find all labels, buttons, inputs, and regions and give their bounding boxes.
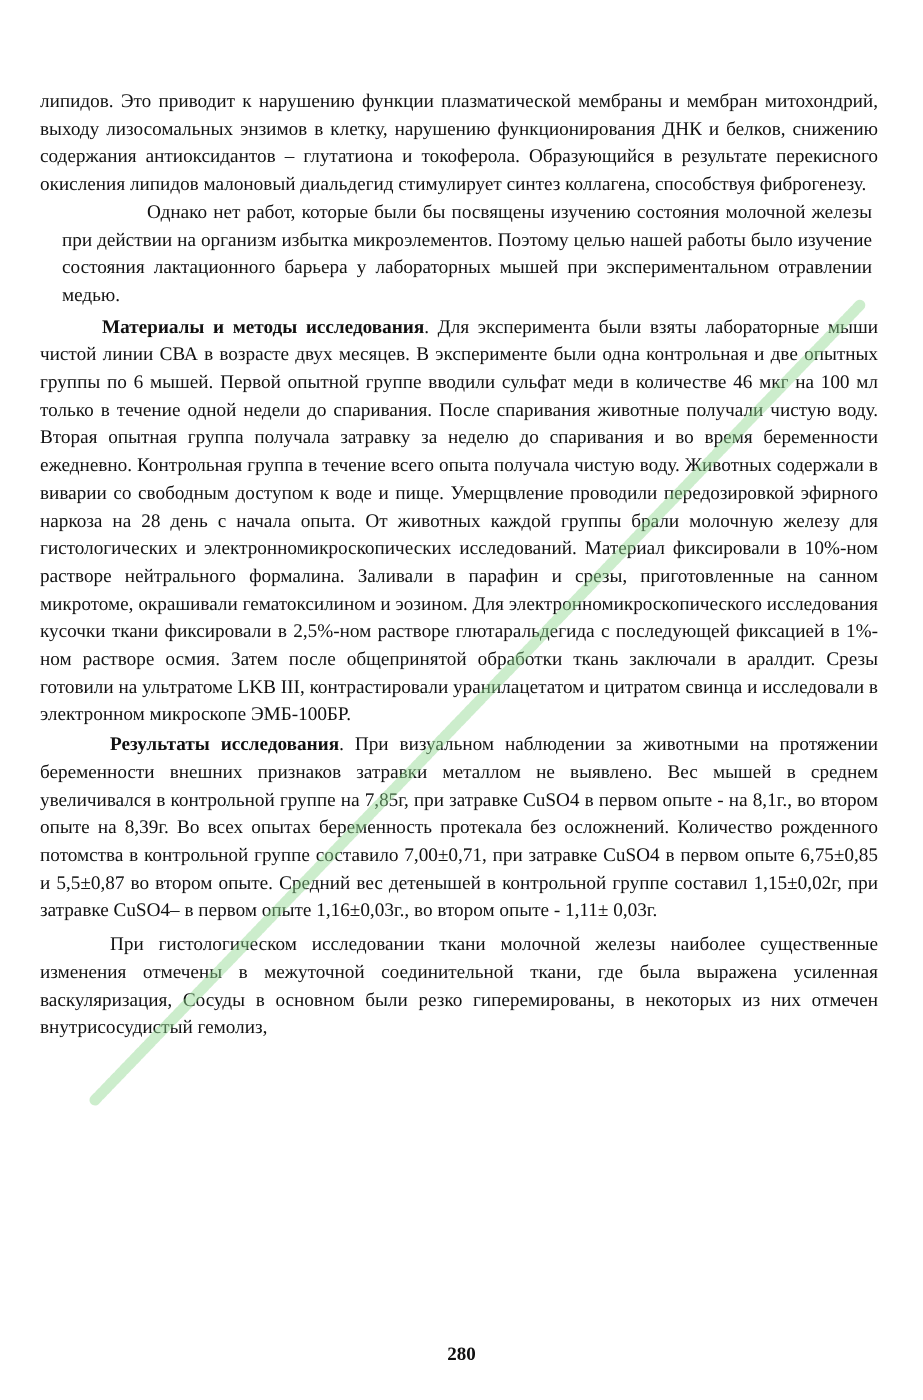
section-heading-materials-methods: Материалы и методы исследования — [102, 316, 425, 338]
paragraph-results — [40, 731, 878, 925]
document-page — [40, 88, 878, 1042]
paragraph-materials-methods — [40, 314, 878, 730]
paragraph-lipids: липидов. Это приводит к нарушению функции плазматической мембраны и мембран митохондрий, выходу лизосомальных энзимов в клетку, нарушению функционирования ДНК и белков, снижению содержания антиоксидантов – глутатиона и токоферола. Образующийся в результате перекисного окисления липидов малоновый диальдегид стимулирует синтез коллагена, способствуя фиброгенезу. — [40, 91, 878, 196]
paragraph-histology: При гистологическом исследовании ткани молочной железы наиболее существенные изменения отмечены в межуточной соединительной ткани, где была выражена усиленная васкуляризация, Сосуды в основном были резко гиперемированы, в некоторых из них отмечен внутрисосудистый гемолиз, — [40, 934, 878, 1039]
section-heading-results: Результаты исследования — [110, 734, 340, 756]
paragraph-materials-methods-text: . Для эксперимента были взяты лабораторные мыши чистой линии СВА в возрасте двух месяцев. В эксперименте были одна контрольная и две опытных группы по 6 мышей. Первой опытной группе вводили сульфат меди в количестве 46 мкг на 100 мл только в течение одной недели до спаривания. После спаривания животные получали чистую воду. Вторая опытная группа получала затравку за неделю до спаривания и во время беременности ежедневно. Контрольная группа в течение всего опыта получала чистую воду. Животных содержали в виварии со свободным доступом к воде и пище. Умерщвление проводили передозировкой эфирного наркоза на 28 день с начала опыта. От животных каждой группы брали молочную железу для гистологических и электронномикроскопических исследований. Материал фиксировали в 10%-ном растворе нейтрального формалина. Заливали в парафин и срезы, приготовленные на санном микротоме, окрашивали гематоксилином и эозином. Для электронномикроскопического исследования кусочки ткани фиксировали в 2,5%-ном растворе глютаральдегида с последующей фиксацией в 1%-ном растворе осмия. Затем после общепринятой обработки ткань заключали в аралдит. Срезы готовили на ультратоме LKB III, контрастировали уранилацетатом и цитратом свинца и исследовали в электронном микроскопе ЭМБ-100БР. — [40, 316, 878, 726]
page-number: 280 — [447, 1344, 476, 1365]
paragraph-purpose: Однако нет работ, которые были бы посвящены изучению состояния молочной железы при действии на организм избытка микроэлементов. Поэтому целью нашей работы было изучение состояния лактационного барьера у лабораторных мышей при экспериментальном отравлении медью. — [62, 201, 872, 306]
paragraph-results-text: . При визуальном наблюдении за животными на протяжении беременности внешних признаков затравки металлом не выявлено. Вес мышей в среднем увеличивался в контрольной группе на 7,85г, при затравке CuSO4 в первом опыте - на 8,1г., во втором опыте на 8,39г. Во всех опытах беременность протекала без осложнений. Количество рожденного потомства в контрольной группе составило 7,00±0,71, при затравке CuSO4 в первом опыте 6,75±0,85 и 5,5±0,87 во втором опыте. Средний вес детенышей в контрольной группе составил 1,15±0,02г, при затравке CuSO4– в первом опыте 1,16±0,03г., во втором опыте - 1,11± 0,03г. — [40, 734, 878, 922]
